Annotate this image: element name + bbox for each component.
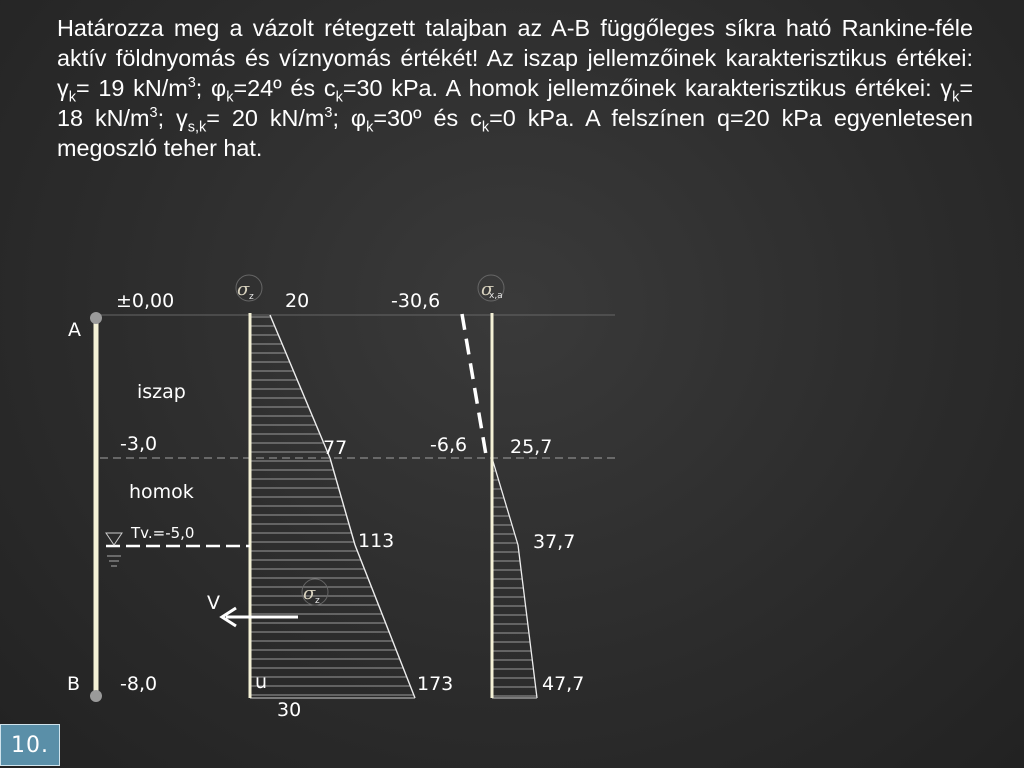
sigma-z-water-value: 113 bbox=[358, 530, 395, 552]
problem-paragraph: Határozza meg a vázolt rétegzett talajban az A-B függőleges síkra ható Rankine-féle aktív földnyomás és víznyomás értékét! Az iszap jellemzőinek karakterisztikus értékei: $\gamma_k= 19$ $kN/m^3$; $\varphi_k=24º$ és $c_k=30$ kPa. A homok jellemzőinek karakterisztikus értékei: $\gamma_k= 18$ $kN/m^3$; $\gamma_{s,k}= 20$ $kN/m^3$; $\varphi_k=30º$ és $c_k=0$ kPa. A felszínen q=20 kPa egyenletesen megoszló teher hat. bbox=[57, 15, 973, 161]
sigma-z-lower-subscript: z bbox=[315, 596, 320, 606]
sigma-xa-homok-value: 25,7 bbox=[510, 436, 553, 458]
pore-pressure-value: 30 bbox=[277, 699, 302, 721]
layer-iszap-label: iszap bbox=[137, 381, 186, 403]
sigma-xa-subscript: x,a bbox=[489, 291, 503, 301]
sigma-z-lower-symbol: σ bbox=[303, 583, 316, 604]
sigma-xa-symbol: σ bbox=[481, 279, 494, 300]
sigma-z-outline-mid bbox=[330, 458, 355, 545]
sigma-z-top-value: 20 bbox=[285, 290, 310, 312]
sigma-z-outline-lower bbox=[355, 545, 415, 698]
sigma-z-hatching bbox=[250, 317, 414, 695]
water-table-symbol-icon bbox=[106, 533, 122, 545]
slide-number-badge: 10. bbox=[0, 724, 60, 766]
sigma-xa-outline-lower bbox=[518, 545, 537, 698]
sigma-z-top-subscript: z bbox=[249, 292, 254, 302]
sigma-xa-bottom-value: 47,7 bbox=[542, 673, 585, 695]
sigma-xa-iszap-value: -6,6 bbox=[430, 434, 468, 456]
sigma-xa-water-value: 37,7 bbox=[533, 531, 576, 553]
point-A-label: A bbox=[68, 319, 81, 341]
level-layer-label: -3,0 bbox=[120, 433, 158, 455]
sigma-xa-outline-mid bbox=[492, 458, 518, 545]
sigma-z-outline-upper bbox=[270, 315, 330, 458]
sigma-xa-hatching bbox=[492, 462, 537, 696]
sigma-z-top-symbol: σ bbox=[237, 279, 250, 300]
point-A-marker bbox=[90, 312, 102, 324]
sigma-z-layer-value: 77 bbox=[323, 437, 348, 459]
level-top-label: ±0,00 bbox=[116, 290, 175, 312]
point-B-marker bbox=[90, 690, 102, 702]
level-bottom-label: -8,0 bbox=[120, 673, 158, 695]
water-table-label: Tv.=-5,0 bbox=[131, 524, 195, 542]
pore-pressure-label: u bbox=[255, 671, 268, 693]
v-label: V bbox=[207, 592, 220, 614]
layer-homok-label: homok bbox=[129, 481, 194, 503]
sigma-z-bottom-value: 173 bbox=[417, 673, 454, 695]
sigma-xa-top-value: -30,6 bbox=[391, 290, 441, 312]
point-B-label: B bbox=[67, 673, 81, 695]
